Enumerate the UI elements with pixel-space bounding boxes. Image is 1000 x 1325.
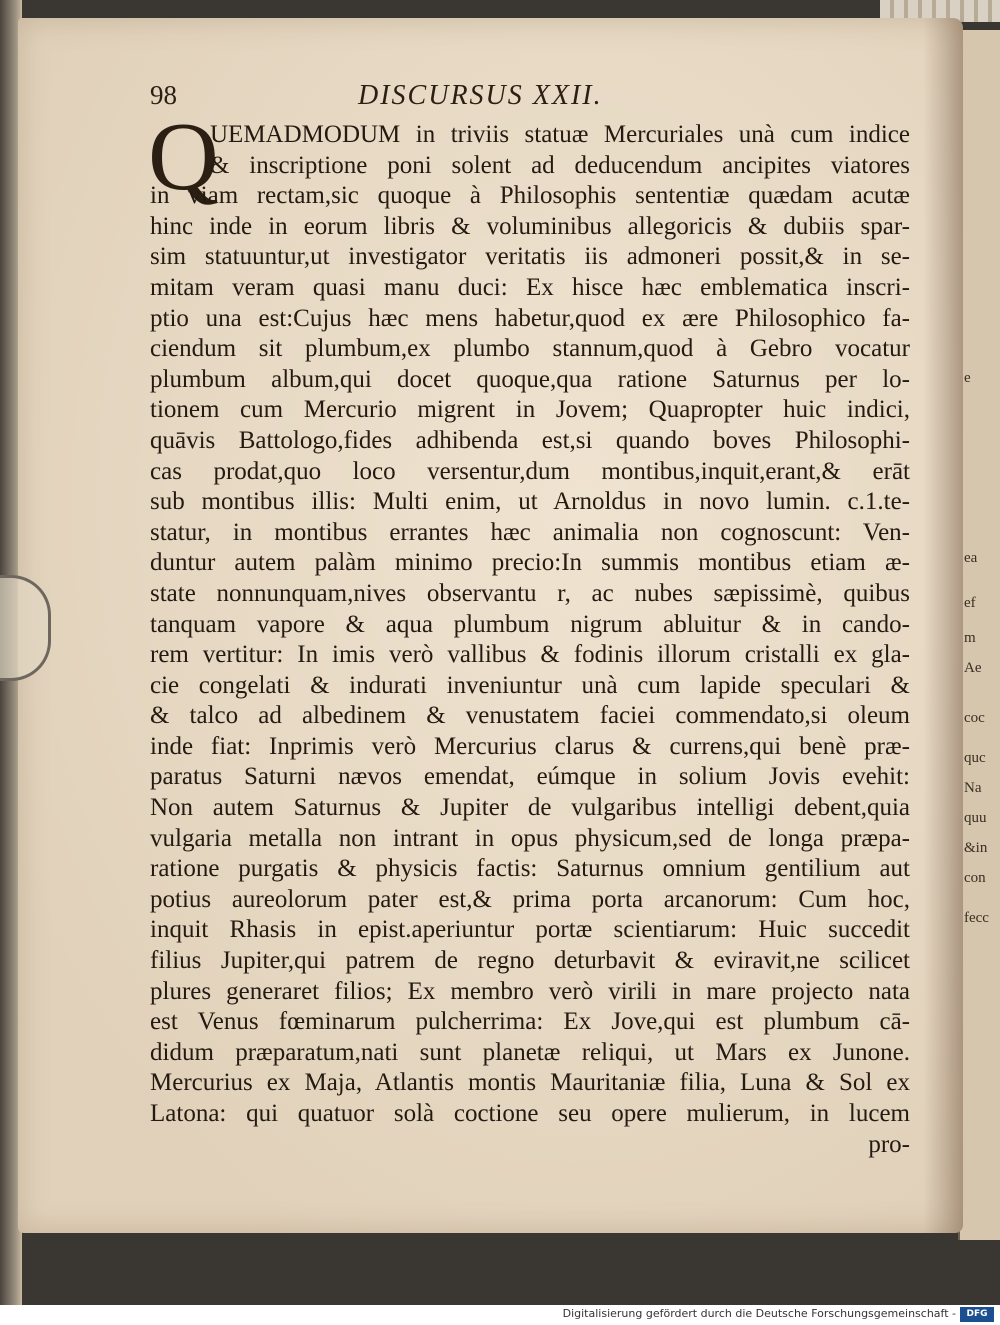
- adjacent-page-fragment: quc: [964, 750, 986, 766]
- text-line: potius aureolorum pater est,& prima porta arcanorum: Cum hoc,: [150, 885, 910, 913]
- text-line: vulgaria metalla non intrant in opus physicum,sed de longa præpa-: [150, 824, 910, 852]
- adjacent-page-fragment: fecc: [964, 910, 989, 926]
- text-line: ptio una est:Cujus hæc mens habetur,quod ex ære Philosophico fa-: [150, 304, 910, 332]
- text-line: sim statuuntur,ut investigator veritatis iis admoneri possit,& in se-: [150, 243, 910, 271]
- adjacent-page-fragment: coc: [964, 710, 985, 726]
- text-line: & inscriptione poni solent ad deducendum ancipites viatores: [210, 151, 910, 179]
- text-line: didum præparatum,nati sunt planetæ reliqui, ut Mars ex Junone.: [150, 1038, 910, 1066]
- adjacent-page-fragment: Na: [964, 780, 982, 796]
- text-line: cie congelati & indurati inveniuntur unà cum lapide speculari &: [150, 671, 910, 699]
- adjacent-page-fragment: Ae: [964, 660, 982, 676]
- text-line: UEMADMODUM in triviis statuæ Mercuriales unà cum indice: [210, 121, 910, 148]
- adjacent-page-fragment: ea: [964, 550, 978, 566]
- adjacent-page-fragment: m: [964, 630, 976, 646]
- drop-initial: Q: [148, 103, 219, 211]
- text-line: Mercurius ex Maja, Atlantis montis Mauritaniæ filia, Luna & Sol ex: [150, 1069, 910, 1097]
- text-line: & talco ad albedinem & venustatem faciei commendato,si oleum: [150, 702, 910, 730]
- adjacent-page: [958, 30, 1000, 1240]
- text-line: ciendum sit plumbum,ex plumbo stannum,quod à Gebro vocatur: [150, 335, 910, 363]
- text-line: tionem cum Mercurio migrent in Jovem; Quapropter huic indici,: [150, 396, 910, 424]
- text-line: state nonnunquam,nives observantu r, ac nubes sæpissimè, quibus: [150, 579, 910, 607]
- page-gutter-shadow: [923, 18, 963, 1233]
- text-line: duntur autem palàm minimo precio:In summis montibus etiam æ-: [150, 549, 910, 577]
- text-line: statur, in montibus errantes hæc animalia non cognoscunt: Ven-: [150, 518, 910, 546]
- adjacent-page-fragment: ef: [964, 595, 976, 611]
- text-line: cas prodat,quo loco versentur,dum montibus,inquit,erant,& erāt: [150, 457, 910, 485]
- running-title: DISCURSUS XXII.: [358, 80, 603, 111]
- footer-bar: [0, 1305, 1000, 1325]
- text-line: paratus Saturni nævos emendat, eúmque in solium Jovis evehit:: [150, 763, 910, 791]
- adjacent-page-fragment: e: [964, 370, 971, 386]
- text-line: tanquam vapore & aqua plumbum nigrum abluitur & in cando-: [150, 610, 910, 638]
- text-line: in viam rectam,sic quoque à Philosophis sententiæ quædam acutæ: [150, 182, 910, 210]
- page-header: [150, 80, 910, 120]
- body-text: [150, 120, 910, 1160]
- text-line: Non autem Saturnus & Jupiter de vulgaribus intelligi debent,quia: [150, 794, 910, 822]
- funding-credit: Digitalisierung gefördert durch die Deutsche Forschungsgemeinschaft -: [562, 1307, 956, 1320]
- text-line: Latona: qui quatuor solà coctione seu opere mulierum, in lucem: [150, 1100, 910, 1127]
- dfg-logo: DFG: [960, 1307, 994, 1322]
- adjacent-page-fragment: con: [964, 870, 986, 886]
- text-line: inquit Rhasis in epist.aperiuntur portæ scientiarum: Huic succedit: [150, 916, 910, 944]
- text-line: quāvis Battologo,fides adhibenda est,si quando boves Philosophi-: [150, 426, 910, 454]
- text-line: plumbum album,qui docet quoque,qua ratione Saturnus per lo-: [150, 365, 910, 393]
- text-line: inde fiat: Inprimis verò Mercurius clarus & currens,qui benè præ-: [150, 732, 910, 760]
- text-line: sub montibus illis: Multi enim, ut Arnoldus in novo lumin. c.1.te-: [150, 488, 910, 516]
- adjacent-page-fragment: quu: [964, 810, 987, 826]
- page-number: 98: [150, 80, 177, 110]
- text-line: rem vertitur: In imis verò vallibus & fodinis illorum cristalli ex gla-: [150, 641, 910, 669]
- text-line: hinc inde in eorum libris & voluminibus allegoricis & dubiis spar-: [150, 212, 910, 240]
- adjacent-page-fragment: &in: [964, 840, 988, 856]
- text-line: plures generaret filios; Ex membro verò virili in mare projecto nata: [150, 977, 910, 1005]
- text-line: ratione purgatis & physicis factis: Saturnus omnium gentilium aut: [150, 855, 910, 883]
- text-line: filius Jupiter,qui patrem de regno deturbavit & eviravit,ne scilicet: [150, 947, 910, 975]
- text-line: pro-: [868, 1130, 910, 1158]
- text-line: mitam veram quasi manu duci: Ex hisce hæc emblematica inscri-: [150, 273, 910, 301]
- text-line: est Venus fœminarum pulcherrima: Ex Jove,qui est plumbum cā-: [150, 1008, 910, 1036]
